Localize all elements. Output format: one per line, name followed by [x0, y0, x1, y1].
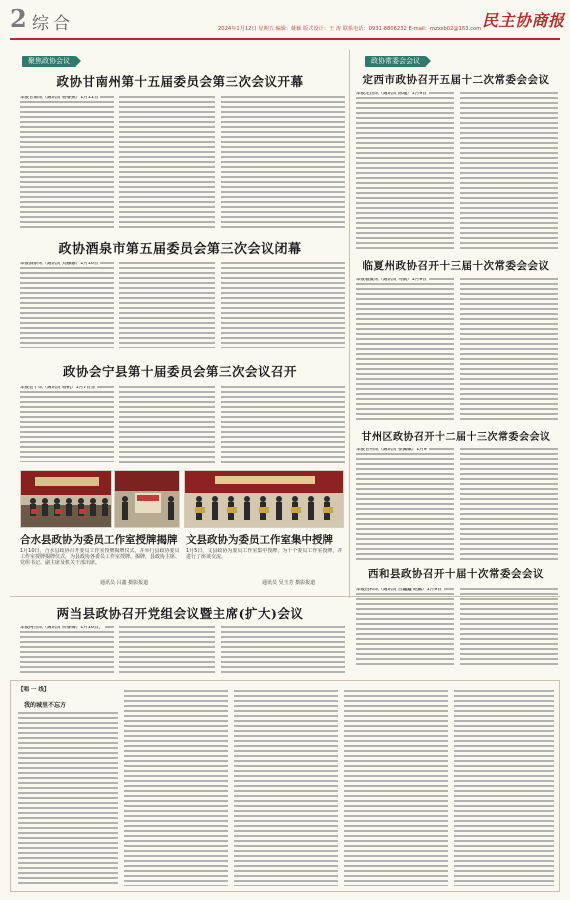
article-headline: 甘州区政协召开十二届十三次常委会会议: [361, 432, 551, 443]
article-body: [356, 278, 454, 422]
article-body: [221, 626, 345, 676]
article-headline: 政协会宁县第十届委员会第三次会议召开: [62, 364, 297, 379]
article-body: [119, 386, 215, 466]
issue-info: 2024年1月12日 星期五 编辑：姚颖 版式设计：王 涛 联系电话：0931-8806232 E-mail：mzxsb02@163.com: [218, 26, 482, 32]
article-body: [221, 96, 345, 228]
article-lead: 本报临夏讯（通讯员 马娟）1月9日: [356, 278, 427, 282]
section-tag-right: 政协常委会会议: [365, 56, 426, 67]
column-body: [124, 690, 228, 886]
photo-plaque-unveiling: [115, 471, 180, 528]
article-body: [20, 626, 114, 676]
column-body: [344, 690, 448, 886]
article-lead: 本报定西讯（通讯员 陈瑾）1月9日: [356, 92, 427, 96]
article-body: [460, 448, 558, 560]
column-title: 我的城里不忘方: [24, 702, 67, 709]
article-body: [20, 262, 114, 348]
article-body: [460, 588, 558, 668]
photo-headline: 文县政协为委员工作室集中授牌: [186, 534, 333, 546]
photo-caption: 1月5日，文县政协为委员工作室集中授牌，为十个委员工作室授牌，并进行了座谈交流。: [186, 548, 343, 560]
article-headline: 两当县政协召开党组会议暨主席(扩大)会议: [56, 606, 304, 621]
photo-caption: 1月10日，合水县政协召开委员工作室授牌揭牌仪式，并举行县政协委员工作室授牌揭牌仪式，为县政协各委员工作室授牌、揭牌，县政协主席、党组书记、副主席及机关干部出席。: [20, 548, 180, 566]
article-body: [20, 96, 114, 228]
article-body: [119, 262, 215, 348]
article-body: [356, 448, 454, 560]
column-label: 【唱 一 线】: [18, 687, 50, 693]
article-body: [119, 96, 215, 228]
article-lead: 本报会宁讯（通讯员 杨帆）1月7日至: [20, 386, 96, 390]
article-lead: 本报西和讯（通讯员 吕鑫鑫 赵鹏）1月9日: [356, 588, 442, 592]
article-body: [20, 386, 114, 462]
article-lead: 本报酒泉讯（通讯员 刘娜娜）1月10日: [20, 262, 99, 266]
photo-credit: 通讯员 吴玉芳 摄影报道: [262, 580, 316, 586]
column-body: [18, 712, 118, 886]
article-headline: 定西市政协召开五届十二次常委会会议: [362, 74, 550, 86]
photo-credit: 通讯员 吕鑫 摄影报道: [100, 580, 149, 586]
article-body: [221, 262, 345, 348]
article-body: [356, 588, 454, 668]
article-headline: 西和县政协召开十届十次常委会会议: [368, 568, 544, 580]
photo-award-group: [185, 471, 344, 528]
article-body: [460, 278, 558, 422]
article-body: [119, 626, 215, 676]
photo-headline: 合水县政协为委员工作室授牌揭牌: [20, 534, 178, 546]
column-body: [454, 690, 554, 886]
news-photo: [20, 470, 112, 528]
article-lead: 本报两当讯（通讯员 何春梅）1月10日，: [20, 626, 103, 630]
column-divider: [349, 50, 350, 598]
article-lead: 本报甘南讯（通讯员 杨春燕）1月11日: [20, 96, 99, 100]
newspaper-logo: 民主协商报: [482, 11, 565, 30]
page-section-name: 综合: [32, 14, 74, 34]
news-photo: [184, 470, 344, 528]
masthead: [0, 0, 570, 40]
article-body: [356, 92, 454, 252]
article-body: [221, 386, 345, 466]
article-headline: 政协酒泉市第五届委员会第三次会议闭幕: [58, 242, 302, 257]
masthead-rule: [10, 38, 560, 40]
article-headline: 临夏州政协召开十三届十次常委会会议: [362, 260, 550, 272]
page-number: 2: [10, 4, 27, 33]
photo-meeting-group: [21, 471, 112, 528]
article-headline: 政协甘南州第十五届委员会第三次会议开幕: [56, 74, 304, 89]
article-body: [460, 92, 558, 252]
section-tag-left: 聚焦政协会议: [22, 56, 76, 67]
article-lead: 本报甘州讯（通讯员 张佩佩）1月9: [356, 448, 427, 452]
column-body: [234, 690, 338, 886]
news-photo: [114, 470, 180, 528]
